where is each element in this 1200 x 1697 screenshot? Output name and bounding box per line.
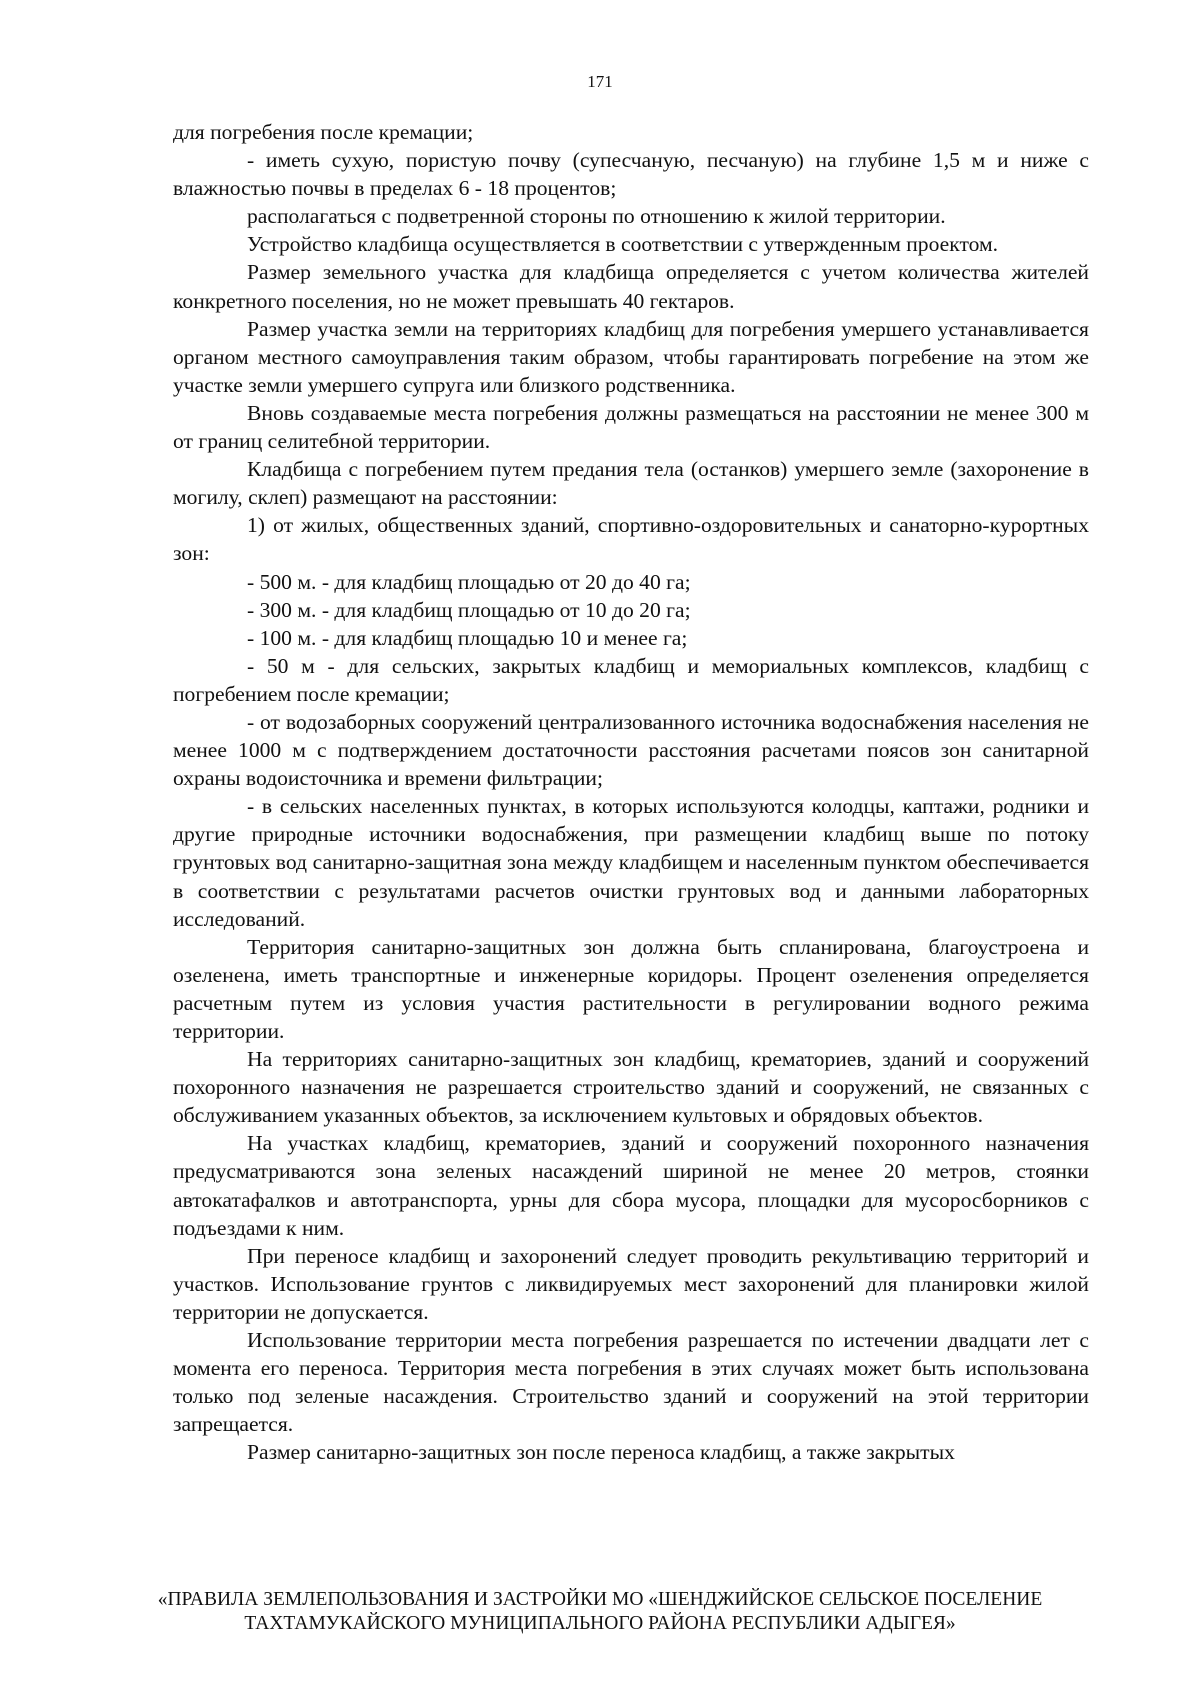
- page-number: 171: [587, 72, 613, 91]
- paragraph-16: На территориях санитарно-защитных зон кладбищ, крематориев, зданий и сооружений похоронного назначения не разрешается строительство зданий и сооружений, не связанных с обслуживанием указанных объектов, за исключением культовых и обрядовых объектов.: [173, 1047, 1089, 1128]
- paragraph-2: располагаться с подветренной стороны по отношению к жилой территории.: [247, 204, 946, 229]
- document-body: [173, 118, 1089, 1467]
- paragraph-14: - в сельских населенных пунктах, в которых используются колодцы, каптажи, родники и другие природные источники водоснабжения, при размещении кладбищ выше по потоку грунтовых вод санитарно-защитная зона между кладбищем и населенным пунктом обеспечивается в соответствии с результатами расчетов очистки грунтовых вод и данными лабораторных исследований.: [173, 794, 1089, 931]
- paragraph-11: - 100 м. - для кладбищ площадью 10 и менее га;: [247, 625, 688, 650]
- paragraph-10: - 300 м. - для кладбищ площадью от 10 до 20 га;: [247, 597, 691, 622]
- paragraph-15: Территория санитарно-защитных зон должна быть спланирована, благоустроена и озеленена, иметь транспортные и инженерные коридоры. Процент озеленения определяется расчетным путем из условия участия растительности в регулировании водного режима территории.: [173, 934, 1089, 1043]
- paragraph-5: Размер участка земли на территориях кладбищ для погребения умершего устанавливается органом местного самоуправления таким образом, чтобы гарантировать погребение на этом же участке земли умершего супруга или близкого родственника.: [173, 316, 1089, 397]
- paragraph-12: - 50 м - для сельских, закрытых кладбищ и мемориальных комплексов, кладбищ с погребением после кремации;: [173, 653, 1089, 706]
- paragraph-18: При переносе кладбищ и захоронений следует проводить рекультивацию территорий и участков. Использование грунтов с ликвидируемых мест захоронений для планировки жилой территории не допускается.: [173, 1243, 1089, 1324]
- footer-line-1: «ПРАВИЛА ЗЕМЛЕПОЛЬЗОВАНИЯ И ЗАСТРОЙКИ МО «ШЕНДЖИЙСКОЕ СЕЛЬСКОЕ ПОСЕЛЕНИЕ: [157, 1589, 1043, 1610]
- paragraph-0: для погребения после кремации;: [173, 120, 474, 144]
- paragraph-7: Кладбища с погребением путем предания тела (останков) умершего земле (захоронение в могилу, склеп) размещают на расстоянии:: [173, 457, 1089, 510]
- paragraph-19: Использование территории места погребения разрешается по истечении двадцати лет с момента его переноса. Территория места погребения в этих случаях может быть использована только под зеленые насаждения. Строительство зданий и сооружений на этой территории запрещается.: [173, 1328, 1089, 1437]
- paragraph-17: На участках кладбищ, крематориев, зданий и сооружений похоронного назначения предусматриваются зона зеленых насаждений шириной не менее 20 метров, стоянки автокатафалков и автотранспорта, урны для сбора мусора, площадки для мусоросборников с подъездами к ним.: [173, 1131, 1089, 1240]
- paragraph-9: - 500 м. - для кладбищ площадью от 20 до 40 га;: [247, 569, 691, 594]
- footer-line-2: ТАХТАМУКАЙСКОГО МУНИЦИПАЛЬНОГО РАЙОНА РЕСПУБЛИКИ АДЫГЕЯ»: [244, 1613, 956, 1634]
- paragraph-20: Размер санитарно-защитных зон после переноса кладбищ, а также закрытых: [247, 1440, 955, 1465]
- paragraph-13: - от водозаборных сооружений централизованного источника водоснабжения населения не менее 1000 м с подтверждением достаточности расстояния расчетами поясов зон санитарной охраны водоисточника и времени фильтрации;: [173, 709, 1089, 791]
- paragraph-8: 1) от жилых, общественных зданий, спортивно-оздоровительных и санаторно-курортных зон:: [173, 513, 1089, 566]
- paragraph-3: Устройство кладбища осуществляется в соответствии с утвержденным проектом.: [247, 232, 999, 257]
- paragraph-6: Вновь создаваемые места погребения должны размещаться на расстоянии не менее 300 м от границ селитебной территории.: [173, 400, 1089, 454]
- document-footer: [100, 1588, 1100, 1636]
- paragraph-4: Размер земельного участка для кладбища определяется с учетом количества жителей конкретного поселения, но не может превышать 40 гектаров.: [173, 260, 1089, 313]
- paragraph-1: - иметь сухую, пористую почву (супесчаную, песчаную) на глубине 1,5 м и ниже с влажностью почвы в пределах 6 - 18 процентов;: [173, 148, 1089, 201]
